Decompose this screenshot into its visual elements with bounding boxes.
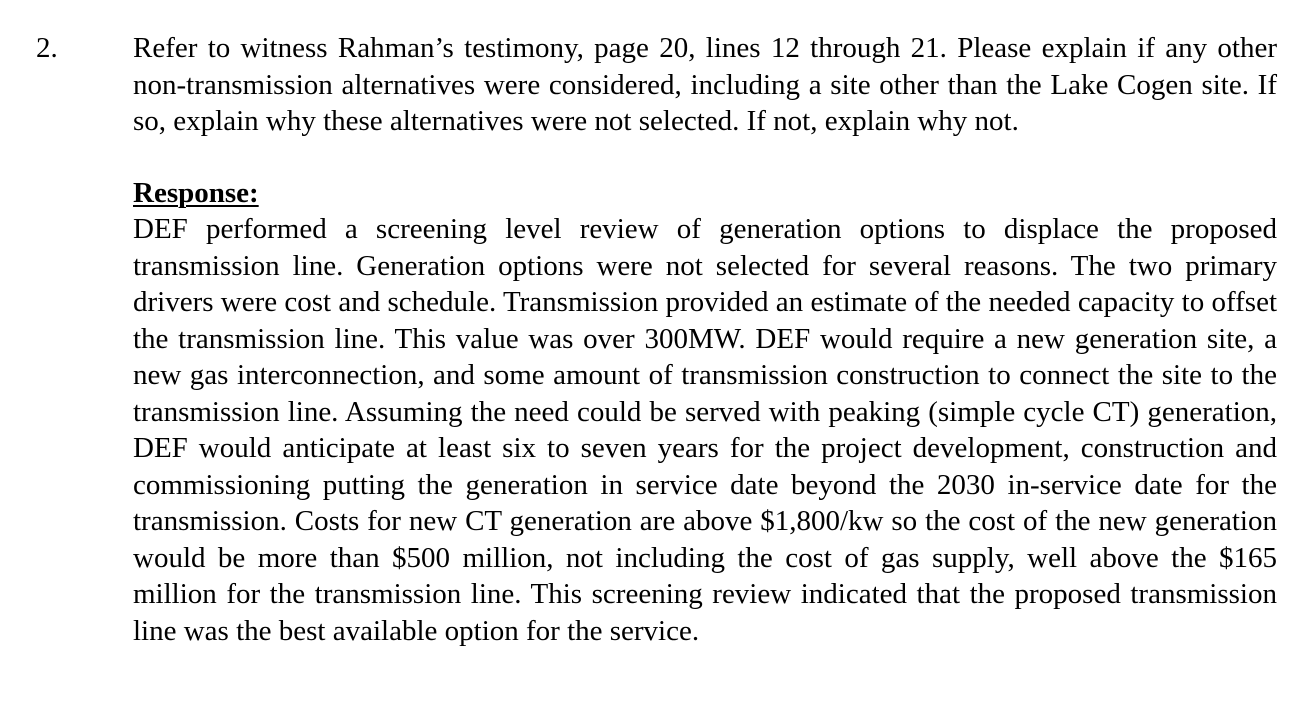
question-number: 2. (36, 32, 58, 64)
response-heading: Response: (133, 176, 259, 209)
question-block (133, 30, 1277, 649)
response-text: DEF performed a screening level review of generation options to displace the proposed transmission line. Generation options were not selected for several reasons. The two primary drivers were cost and schedule. Transmission provided an estimate of the needed capacity to offset the transmission line. This value was over 300MW. DEF would require a new generation site, a new gas interconnection, and some amount of transmission construction to connect the site to the transmission line. Assuming the need could be served with peaking (simple cycle CT) generation, DEF would anticipate at least six to seven years for the project development, construction and commissioning putting the generation in service date beyond the 2030 in-service date for the transmission. Costs for new CT generation are above $1,800/kw so the cost of the new generation would be more than $500 million, not including the cost of gas supply, well above the $165 million for the transmission line. This screening review indicated that the proposed transmission line was the best available option for the service. (133, 213, 1277, 647)
question-text: Refer to witness Rahman’s testimony, page 20, lines 12 through 21. Please explain if any other non-transmission alternatives were considered, including a site other than the Lake Cogen site. If so, explain why these alternatives were not selected. If not, explain why not. (133, 32, 1277, 137)
